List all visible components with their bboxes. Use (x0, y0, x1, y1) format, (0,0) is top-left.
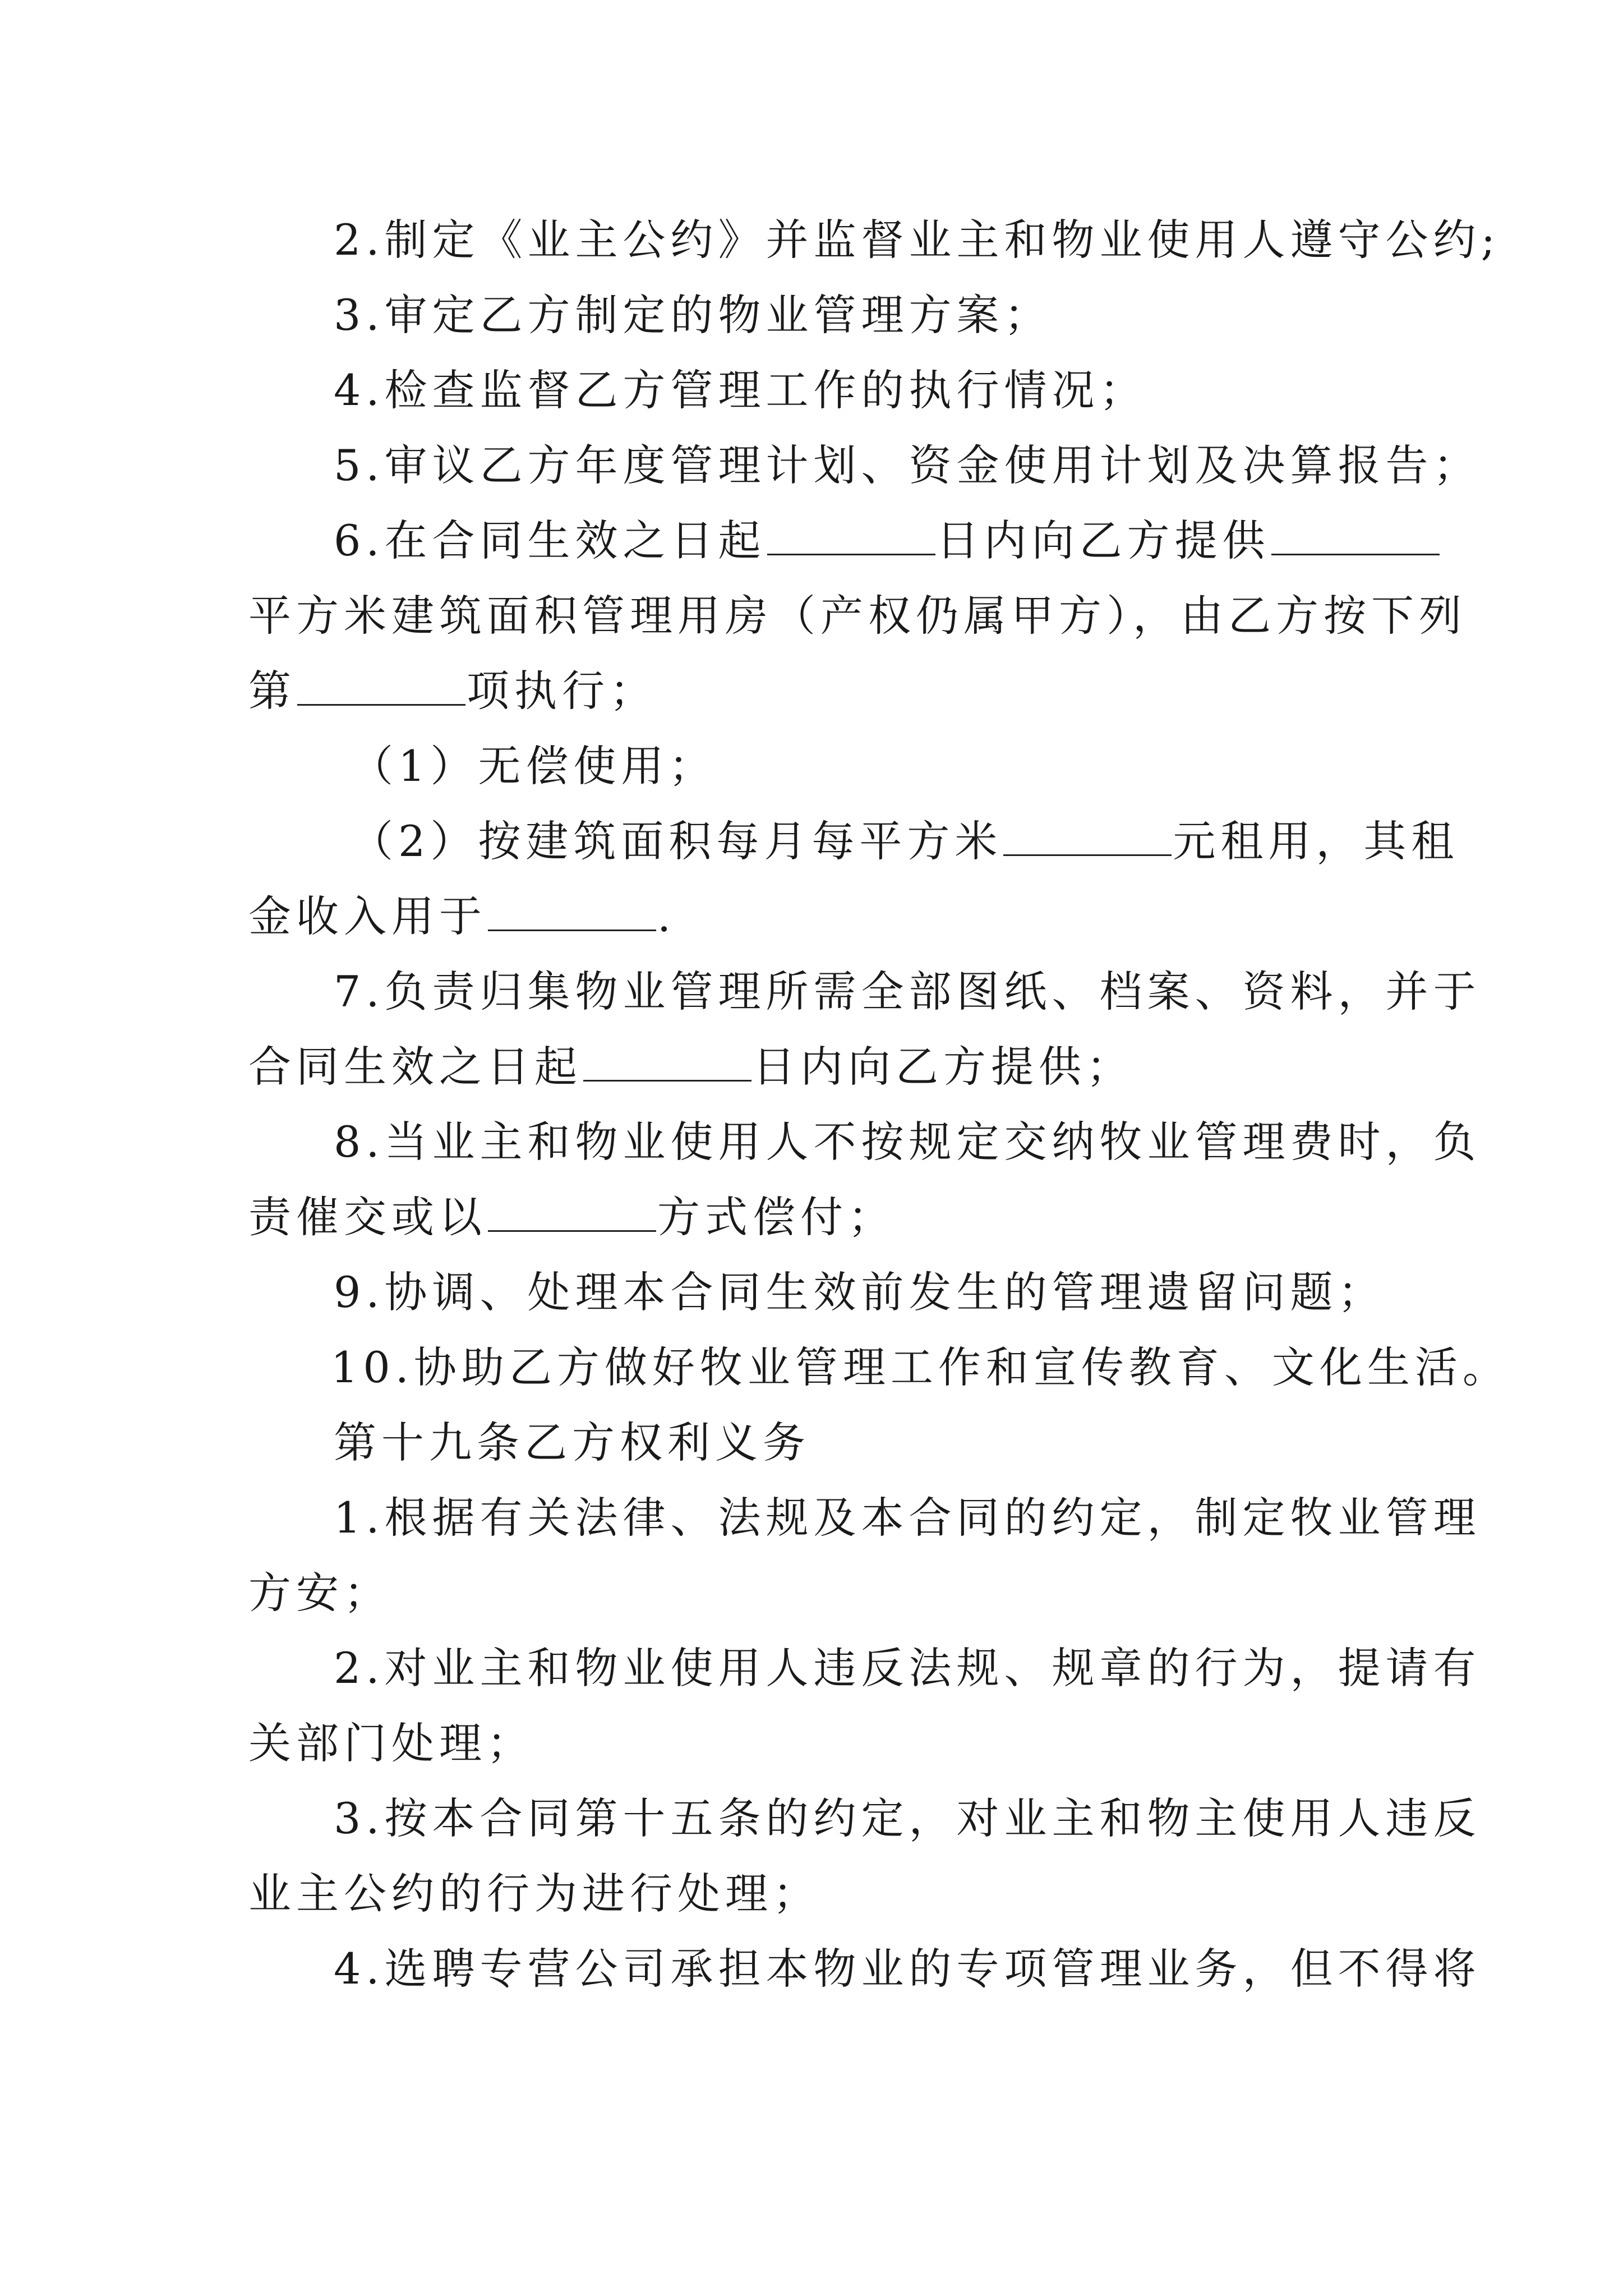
text: 1.根据有关法律、法规及本合同的约定，制定牧业管理 (334, 1493, 1481, 1543)
clause-a-7-line1 (334, 964, 1481, 1020)
clause-b-1-line1 (334, 1490, 1481, 1546)
clause-a-6-line1 (334, 513, 1441, 569)
option-2-line1 (351, 813, 1459, 869)
clause-b-4-line1 (334, 1941, 1481, 1997)
clause-b-2-line1 (334, 1640, 1481, 1696)
text: 10.协助乙方做好牧业管理工作和宣传教育、文化生活。 (331, 1342, 1510, 1392)
text: 方式偿付； (657, 1192, 896, 1242)
clause-a-9 (334, 1264, 1386, 1320)
fill-in-blank (583, 1044, 751, 1082)
text: 4.检查监督乙方管理工作的执行情况； (334, 365, 1147, 415)
text: 6.在合同生效之日起 (334, 516, 766, 565)
text: 日内向乙方提供； (753, 1042, 1134, 1092)
fill-in-blank (488, 894, 656, 931)
text: 7.负责归集物业管理所需全部图纸、档案、资料，并于 (334, 967, 1481, 1016)
fill-in-blank (297, 668, 465, 706)
text: 金收入用于 (248, 891, 487, 941)
text: 5.审议乙方年度管理计划、资金使用计划及决算报告； (334, 440, 1481, 490)
option-1 (351, 738, 716, 794)
article-19-heading (334, 1415, 810, 1471)
text: 第十九条乙方权利义务 (334, 1418, 810, 1467)
clause-a-8-line2 (248, 1189, 896, 1245)
text: . (657, 891, 676, 941)
text: 3.审定乙方制定的物业管理方案； (334, 290, 1052, 340)
text: 3.按本合同第十五条的约定，对业主和物主使用人违反 (334, 1793, 1481, 1843)
text: 关部门处理； (248, 1718, 534, 1768)
text: 项执行； (467, 666, 657, 716)
text: 2.对业主和物业使用人违反法规、规章的行为，提请有 (334, 1643, 1481, 1693)
text: 平方米建筑面积管理用房（产权仍属甲方），由乙方按下列 (248, 591, 1467, 641)
clause-b-3-line1 (334, 1791, 1481, 1847)
text: 日内向乙方提供 (936, 516, 1270, 565)
clause-a-2 (334, 212, 1500, 268)
clause-a-8-line1 (334, 1114, 1481, 1170)
text: 责催交或以 (248, 1192, 487, 1242)
fill-in-blank (767, 518, 935, 555)
clause-b-2-line2 (248, 1715, 534, 1772)
text: （1）无偿使用； (351, 741, 717, 791)
text: 业主公约的行为进行处理； (248, 1869, 820, 1918)
text: 2.制定《业主公约》并监督业主和物业使用人遵守公约; (334, 215, 1501, 265)
clause-a-7-line2 (248, 1039, 1134, 1095)
text: 方安； (248, 1568, 391, 1618)
clause-a-4 (334, 362, 1147, 418)
option-2-line2 (248, 889, 676, 945)
text: 4.选聘专营公司承担本物业的专项管理业务，但不得将 (334, 1944, 1481, 1994)
clause-a-5 (334, 438, 1481, 494)
fill-in-blank (1003, 818, 1172, 856)
clause-a-6-line2 (248, 588, 1467, 644)
clause-a-6-line3 (248, 663, 657, 719)
text: 9.协调、处理本合同生效前发生的管理遗留问题； (334, 1267, 1386, 1317)
text: 元租用，其租 (1173, 816, 1459, 866)
clause-a-10 (331, 1340, 1510, 1396)
clause-b-1-line2 (248, 1565, 391, 1621)
text: 合同生效之日起 (248, 1042, 582, 1092)
clause-a-3 (334, 287, 1052, 343)
text: （2）按建筑面积每月每平方米 (351, 816, 1003, 866)
text: 8.当业主和物业使用人不按规定交纳牧业管理费时，负 (334, 1117, 1481, 1167)
fill-in-blank (1271, 518, 1440, 555)
fill-in-blank (488, 1194, 656, 1232)
clause-b-3-line2 (248, 1866, 820, 1922)
text: 第 (248, 666, 296, 716)
